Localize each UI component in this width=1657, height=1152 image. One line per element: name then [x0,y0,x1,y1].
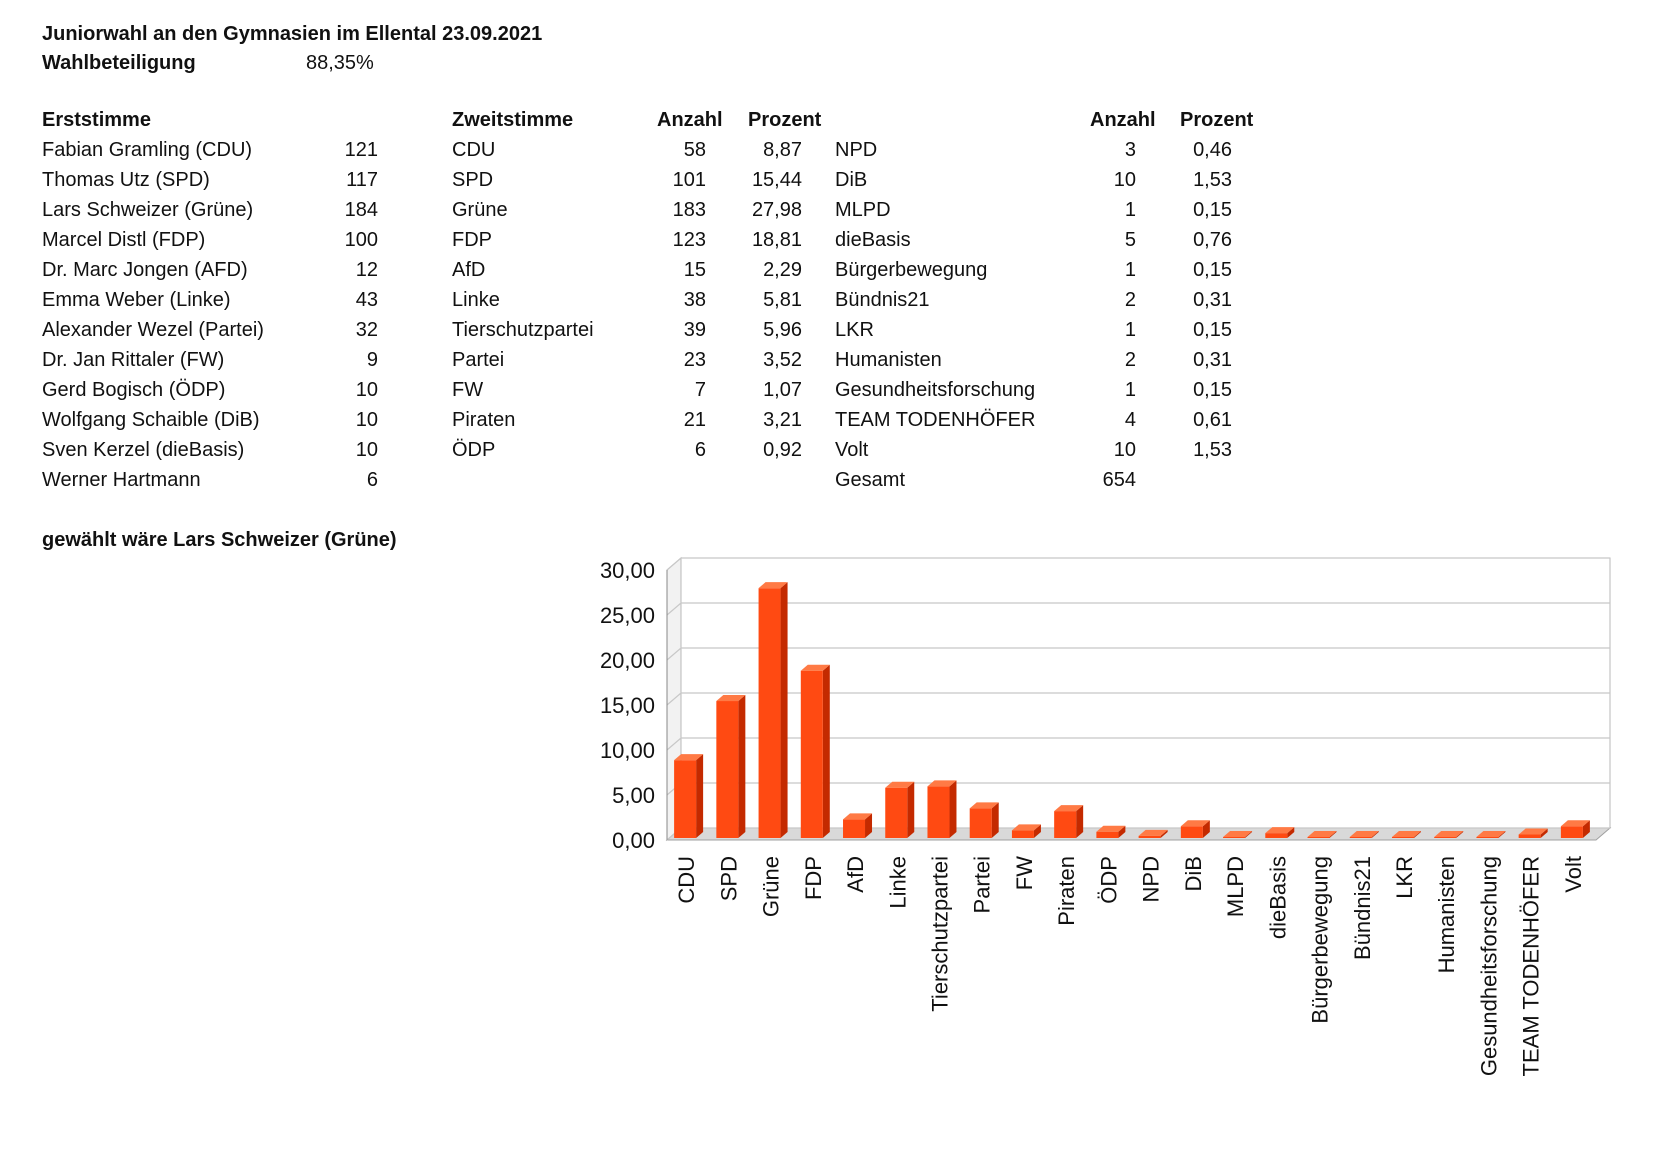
turnout-label: Wahlbeteiligung [42,52,196,74]
candidate-votes: 6 [366,469,378,491]
bar [674,760,696,838]
candidate-votes: 184 [344,199,378,221]
candidate-votes: 32 [355,319,378,341]
party-count: 23 [683,349,706,371]
page-title: Juniorwahl an den Gymnasien im Ellental 23.09.2021 [42,23,543,45]
party-name: Piraten [452,409,516,431]
candidate-name: Werner Hartmann [42,469,201,491]
count-heading-right: Anzahl [1090,109,1156,131]
candidate-votes: 121 [344,139,378,161]
bar [885,788,907,838]
candidate-name: Lars Schweizer (Grüne) [42,199,254,221]
party-name: Gesundheitsforschung [835,379,1036,401]
bar [801,671,823,838]
turnout-value: 88,35% [306,52,374,74]
bar [1096,832,1118,838]
x-tick-label: ÖDP [1096,856,1122,904]
bar [1519,835,1541,838]
bar-side [907,782,914,838]
x-tick-label: Volt [1560,856,1586,893]
x-tick-label: MLPD [1223,856,1249,918]
party-percent: 0,31 [1193,349,1232,371]
candidate-name: Wolfgang Schaible (DiB) [42,409,260,431]
result-text: gewählt wäre Lars Schweizer (Grüne) [42,529,397,551]
x-tick-label: Gesundheitsforschung [1476,856,1502,1077]
x-tick-label: LKR [1391,856,1417,899]
party-name: dieBasis [835,229,911,251]
bar [970,808,992,838]
bar [1308,837,1330,838]
x-tick-label: NPD [1138,856,1164,903]
bar-side [781,582,788,838]
party-name: AfD [452,259,486,281]
party-percent: 27,98 [751,199,802,221]
total-value: 654 [1102,469,1136,491]
party-name: Tierschutzpartei [452,319,594,341]
bar [1181,826,1203,838]
party-percent: 8,87 [763,139,802,161]
party-name: Volt [835,439,869,461]
party-count: 39 [683,319,706,341]
count-heading-left: Anzahl [657,109,723,131]
party-count: 1 [1124,259,1136,281]
candidate-votes: 9 [366,349,378,371]
party-count: 7 [694,379,706,401]
party-percent: 0,15 [1193,379,1232,401]
pct-heading-right: Prozent [1180,109,1254,131]
candidate-votes: 117 [346,169,378,191]
candidate-votes: 100 [344,229,378,251]
x-tick-label: Piraten [1054,856,1080,926]
y-tick-label: 25,00 [599,603,655,628]
party-name: Grüne [452,199,508,221]
party-count: 10 [1113,169,1136,191]
candidate-votes: 10 [355,409,378,431]
bar [843,819,865,838]
bar-side [992,802,999,838]
candidate-name: Alexander Wezel (Partei) [42,319,264,341]
bar-side [696,754,703,838]
party-name: DiB [835,169,868,191]
party-percent: 2,29 [763,259,802,281]
x-tick-label: Grüne [758,856,784,918]
party-percent: 0,46 [1193,139,1232,161]
candidate-votes: 43 [355,289,378,311]
bar [1012,830,1034,838]
y-tick-label: 0,00 [612,828,655,853]
party-percent: 0,15 [1193,319,1232,341]
candidate-votes: 10 [355,379,378,401]
party-count: 101 [672,169,706,191]
total-label: Gesamt [835,469,906,491]
bar [1265,833,1287,838]
bar [1434,837,1456,838]
party-count: 3 [1124,139,1136,161]
party-percent: 0,15 [1193,259,1232,281]
party-count: 10 [1113,439,1136,461]
candidate-votes: 10 [355,439,378,461]
pct-heading-left: Prozent [748,109,822,131]
y-tick-label: 10,00 [599,738,655,763]
party-name: NPD [835,139,878,161]
party-name: TEAM TODENHÖFER [835,409,1036,431]
party-percent: 5,81 [763,289,802,311]
party-count: 4 [1124,409,1136,431]
bar [1223,837,1245,838]
bar-side [738,695,745,838]
party-count: 123 [672,229,706,251]
x-tick-label: FW [1011,856,1037,891]
party-name: Linke [452,289,500,311]
bar [1139,836,1161,838]
x-tick-label: dieBasis [1265,856,1291,940]
candidate-name: Dr. Jan Rittaler (FW) [42,349,225,371]
party-name: LKR [835,319,874,341]
x-tick-label: Partei [969,856,995,914]
party-percent: 1,53 [1193,439,1232,461]
party-count: 2 [1124,289,1136,311]
bar-side [949,780,956,838]
party-name: FW [452,379,484,401]
party-percent: 0,15 [1193,199,1232,221]
y-tick-label: 15,00 [599,693,655,718]
party-name: SPD [452,169,494,191]
candidate-name: Dr. Marc Jongen (AFD) [42,259,248,281]
party-name: ÖDP [452,439,496,461]
bar [716,701,738,838]
bar [1350,837,1372,838]
party-count: 6 [694,439,706,461]
party-count: 21 [683,409,706,431]
party-name: Bürgerbewegung [835,259,988,281]
party-percent: 5,96 [763,319,802,341]
x-tick-label: Bündnis21 [1349,856,1375,960]
party-count: 1 [1124,379,1136,401]
party-percent: 3,21 [763,409,802,431]
candidate-name: Gerd Bogisch (ÖDP) [42,379,226,401]
x-tick-label: DiB [1180,856,1206,892]
x-tick-label: CDU [674,856,700,904]
bar [1392,837,1414,838]
candidate-name: Marcel Distl (FDP) [42,229,206,251]
party-count: 1 [1124,319,1136,341]
zweitstimme-heading: Zweitstimme [452,109,574,131]
bar [1054,811,1076,838]
party-count: 183 [672,199,706,221]
party-count: 1 [1124,199,1136,221]
party-name: FDP [452,229,492,251]
x-tick-label: TEAM TODENHÖFER [1518,856,1544,1077]
party-name: Humanisten [835,349,942,371]
party-percent: 1,53 [1193,169,1232,191]
bar [1561,826,1583,838]
candidate-name: Emma Weber (Linke) [42,289,231,311]
party-name: Bündnis21 [835,289,930,311]
party-percent: 0,31 [1193,289,1232,311]
x-tick-label: FDP [800,856,826,900]
candidate-name: Thomas Utz (SPD) [42,169,210,191]
y-tick-label: 30,00 [599,558,655,583]
party-percent: 3,52 [763,349,802,371]
party-percent: 1,07 [763,379,802,401]
candidate-votes: 12 [355,259,378,281]
candidate-name: Fabian Gramling (CDU) [42,139,253,161]
party-percent: 0,92 [763,439,802,461]
x-tick-label: SPD [716,856,742,902]
x-tick-label: Tierschutzpartei [927,856,953,1012]
party-count: 38 [683,289,706,311]
bar [1476,837,1498,838]
x-tick-label: AfD [843,856,869,893]
party-percent: 15,44 [751,169,802,191]
party-count: 15 [683,259,706,281]
party-count: 5 [1124,229,1136,251]
x-tick-label: Humanisten [1434,856,1460,974]
party-percent: 0,76 [1193,229,1232,251]
candidate-name: Sven Kerzel (dieBasis) [42,439,245,461]
party-percent: 0,61 [1193,409,1232,431]
party-count: 2 [1124,349,1136,371]
erststimme-heading: Erststimme [42,109,151,131]
x-tick-label: Bürgerbewegung [1307,856,1333,1024]
party-name: MLPD [835,199,891,221]
x-tick-label: Linke [885,856,911,909]
bar [927,786,949,838]
y-tick-label: 20,00 [599,648,655,673]
party-name: Partei [452,349,505,371]
bar-side [823,665,830,838]
party-count: 58 [683,139,706,161]
party-name: CDU [452,139,496,161]
bar [759,588,781,838]
party-percent: 18,81 [751,229,802,251]
y-tick-label: 5,00 [612,783,655,808]
